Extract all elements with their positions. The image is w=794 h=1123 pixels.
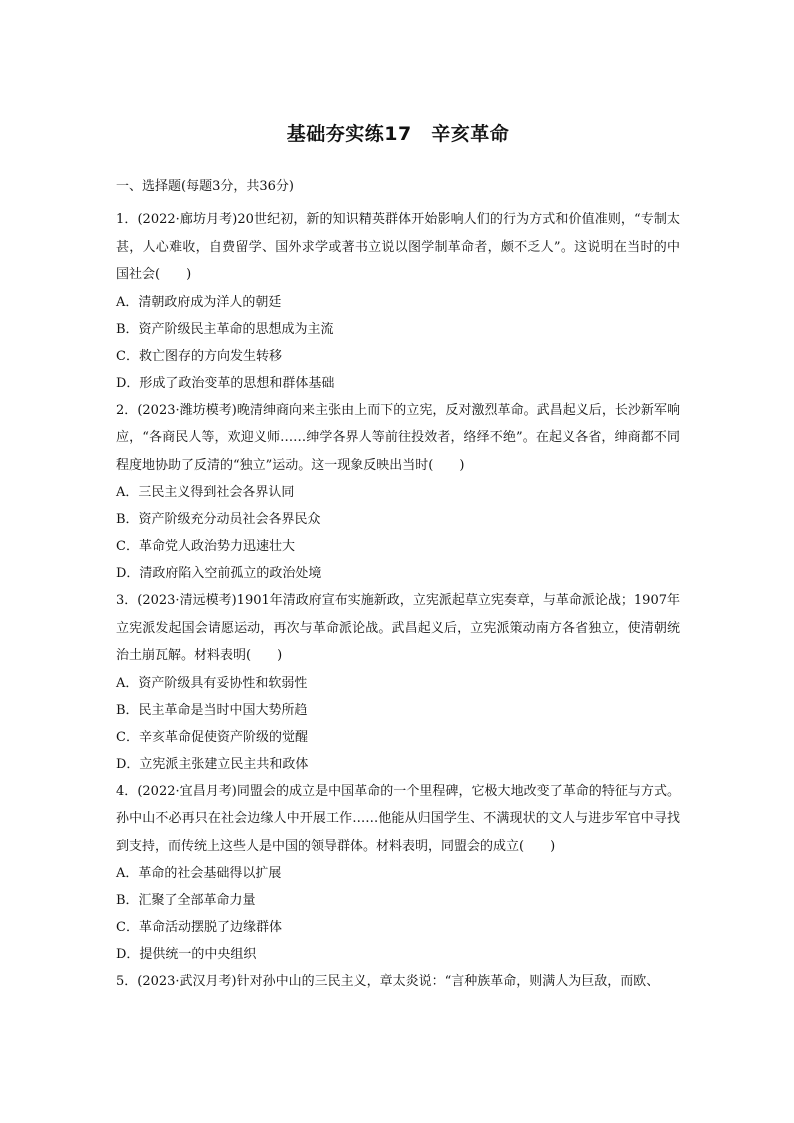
option-c: C．辛亥革命促使资产阶级的觉醒 [116,729,308,745]
question-3 [116,587,680,778]
option-b: B．资产阶级民主革命的思想成为主流 [116,321,334,337]
option-a: A．三民主义得到社会各界认同 [116,485,295,500]
option-d: D．清政府陷入空前孤立的政治处境 [116,566,322,581]
question-stem: 3．(2023·清远模考)1901年清政府宣布实施新政，立宪派起草立宪奏章，与革命派论战；1907年立宪派发起国会请愿运动，再次与革命派论战。武昌起义后，立宪派策动南方各省独立，使清朝统治土崩瓦解。材料表明( ) [116,593,680,663]
question-stem: 2．(2023·潍坊模考)晚清绅商向来主张由上而下的立宪，反对激烈革命。武昌起义后，长沙新军响应，“各商民人等，欢迎义师……绅学各界人等前往投效者，络绎不绝”。在起义各省，绅商都不同程度地协助了反清的“独立”运动。这一现象反映出当时( ) [116,402,680,473]
question-4 [116,778,680,969]
question-2 [116,397,680,588]
option-a: A．革命的社会基础得以扩展 [116,866,282,881]
question-stem: 5．(2023·武汉月考)针对孙中山的三民主义，章太炎说：“言种族革命，则满人为巨敌，而欧、 [116,974,660,989]
question-5 [116,968,680,996]
option-d: D．立宪派主张建立民主共和政体 [116,756,309,772]
option-c: C．救亡图存的方向发生转移 [116,348,282,364]
option-d: D．提供统一的中央组织 [116,947,257,962]
option-c: C．革命活动摆脱了边缘群体 [116,920,282,935]
document-page [116,120,680,996]
page-title: 基础夯实练17 辛亥革命 [286,123,510,145]
question-1 [116,206,680,397]
question-stem: 1．(2022·廊坊月考)20世纪初，新的知识精英群体开始影响人们的行为方式和价值准则，“专制太甚，人心难收，自费留学、国外求学或著书立说以图学制革命者，颇不乏人”。这说明在当时的中国社会( ) [116,212,680,282]
option-b: B．资产阶级充分动员社会各界民众 [116,512,321,527]
option-a: A．清朝政府成为洋人的朝廷 [116,294,282,310]
option-c: C．革命党人政治势力迅速壮大 [116,539,295,554]
option-b: B．汇聚了全部革命力量 [116,893,256,908]
option-d: D．形成了政治变革的思想和群体基础 [116,375,335,391]
option-a: A．资产阶级具有妥协性和软弱性 [116,675,308,691]
section-heading: 一、选择题(每题3分，共36分) [116,179,294,194]
question-stem: 4．(2022·宜昌月考)同盟会的成立是中国革命的一个里程碑，它极大地改变了革命的特征与方式。孙中山不必再只在社会边缘人中开展工作……他能从归国学生、不满现状的文人与进步军官中寻找到支持，而传统上这些人是中国的领导群体。材料表明，同盟会的成立( ) [116,783,680,854]
option-b: B．民主革命是当时中国大势所趋 [116,702,308,718]
